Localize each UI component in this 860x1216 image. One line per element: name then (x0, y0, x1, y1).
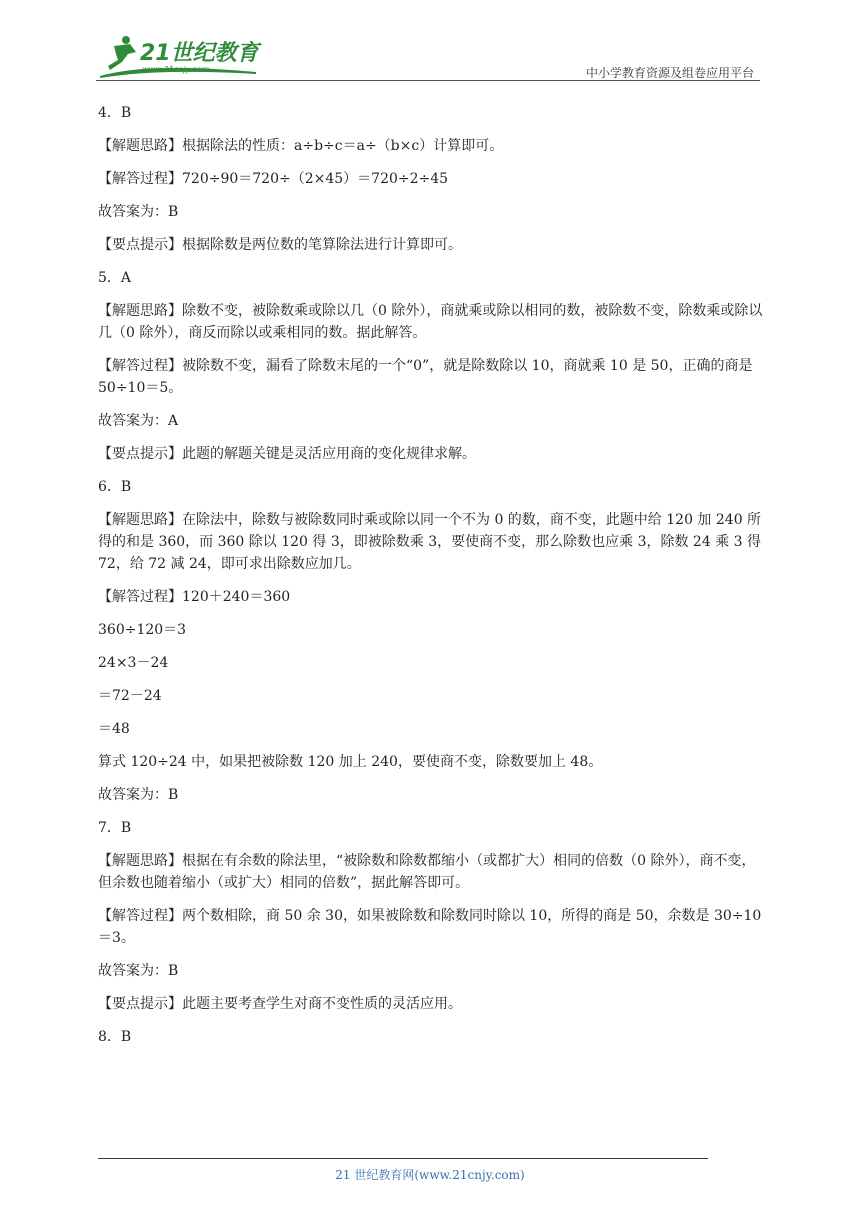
paragraph: 【解题思路】根据在有余数的除法里，“被除数和除数都缩小（或都扩大）相同的倍数（0 除外），商不变，但余数也随着缩小（或扩大）相同的倍数”，据此解答即可。 (98, 853, 756, 891)
paragraph: 【解题思路】除数不变，被除数乘或除以几（0 除外），商就乘或除以相同的数，被除数不变，除数乘或除以几（0 除外），商反而除以或乘相同的数。据此解答。 (98, 303, 763, 341)
footer-divider (98, 1158, 708, 1159)
answer-content (98, 102, 764, 1059)
logo-url-text: www.21cnjy.com (142, 65, 210, 74)
paragraph: 故答案为：B (98, 204, 179, 220)
paragraph: 24×3－24 (98, 655, 169, 671)
paragraph: 8．B (98, 1029, 132, 1045)
paragraph: 故答案为：B (98, 963, 179, 979)
paragraph: 【解题思路】在除法中，除数与被除数同时乘或除以同一个不为 0 的数，商不变，此题中给 120 加 240 所得的和是 360，而 360 除以 120 得 3，即被除数乘 3，要使商不变，那么除数也应乘 3，除数 24 乘 3 得 72，给 72 减 24，即可求出除数应加几。 (98, 512, 766, 572)
paragraph: ＝72－24 (98, 688, 162, 704)
paragraph: 故答案为：B (98, 787, 179, 803)
paragraph: 【解答过程】被除数不变，漏看了除数末尾的一个“0”，就是除数除以 10，商就乘 10 是 50，正确的商是 50÷10＝5。 (98, 358, 757, 396)
paragraph: 5．A (98, 270, 132, 286)
header-divider (96, 80, 760, 81)
paragraph: 【要点提示】根据除数是两位数的笔算除法进行计算即可。 (98, 237, 462, 253)
paragraph: ＝48 (98, 721, 130, 737)
paragraph: 360÷120＝3 (98, 622, 187, 638)
logo-text: 21世纪教育 (140, 41, 259, 66)
paragraph: 【解答过程】两个数相除，商 50 余 30，如果被除数和除数同时除以 10，所得的商是 50，余数是 30÷10＝3。 (98, 908, 762, 946)
paragraph: 【解题思路】根据除法的性质：a÷b÷c＝a÷（b×c）计算即可。 (98, 138, 504, 154)
paragraph: 算式 120÷24 中，如果把被除数 120 加上 240，要使商不变，除数要加上 48。 (98, 754, 603, 770)
paragraph: 【要点提示】此题主要考查学生对商不变性质的灵活应用。 (98, 996, 462, 1012)
footer-link[interactable]: 21 世纪教育网(www.21cnjy.com) (335, 1168, 525, 1182)
paragraph: 故答案为：A (98, 413, 179, 429)
page-header (96, 28, 760, 80)
site-logo (96, 32, 266, 78)
paragraph: 7．B (98, 820, 132, 836)
paragraph: 4．B (98, 105, 132, 121)
platform-name: 中小学教育资源及组卷应用平台 (585, 66, 754, 80)
paragraph: 6．B (98, 479, 132, 495)
paragraph: 【要点提示】此题的解题关键是灵活应用商的变化规律求解。 (98, 446, 476, 462)
paragraph: 【解答过程】720÷90＝720÷（2×45）＝720÷2÷45 (98, 171, 449, 187)
paragraph: 【解答过程】120＋240＝360 (98, 589, 291, 605)
